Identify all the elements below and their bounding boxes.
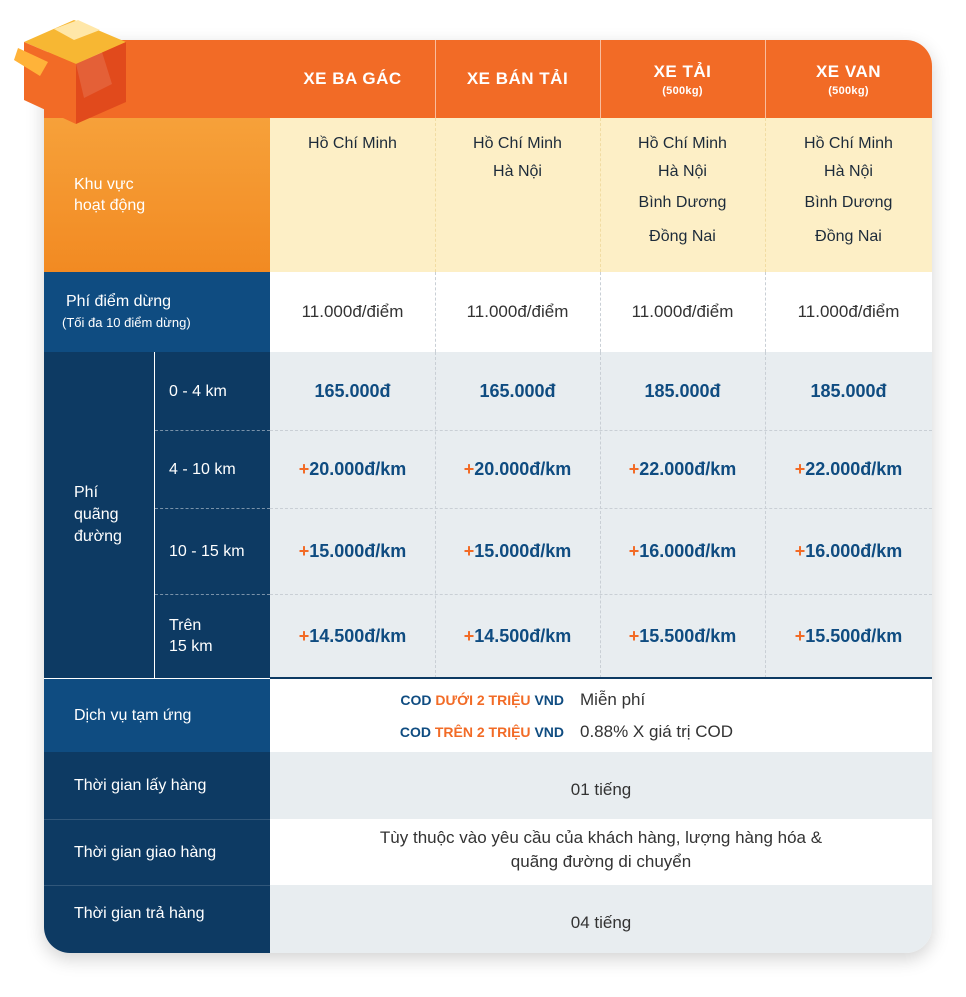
plus-sign: + xyxy=(628,458,640,479)
price-value: 185.000đ xyxy=(810,380,887,401)
pricing-table xyxy=(44,40,932,953)
delivery-label-cell xyxy=(44,819,270,885)
header-title: XE VAN xyxy=(815,61,882,81)
area-city: Bình Dương xyxy=(638,194,727,211)
area-label-cell xyxy=(44,118,270,272)
price-value: 165.000đ xyxy=(314,380,391,401)
price-cell xyxy=(435,430,600,508)
range-label: Trên xyxy=(169,617,202,634)
area-city: Bình Dương xyxy=(804,194,893,211)
plus-sign: + xyxy=(794,625,806,646)
cod-label-cell xyxy=(44,679,270,752)
range-label: 4 - 10 km xyxy=(169,460,236,478)
range-label-cell xyxy=(155,352,270,430)
distance-fee-label-line1: Phí xyxy=(74,484,99,501)
cod-highlight: TRÊN 2 TRIỆU xyxy=(434,724,531,740)
price-amount: 16.000đ/km xyxy=(805,540,903,561)
area-cell-4 xyxy=(765,118,932,272)
pickup-value: 01 tiếng xyxy=(570,779,632,799)
cod-value: 0.88% X giá trị COD xyxy=(580,722,734,741)
stop-fee-label: Phí điểm dừng xyxy=(66,293,171,310)
area-label-line2: hoạt động xyxy=(74,197,146,214)
pickup-label-cell xyxy=(44,752,270,819)
stop-fee-cell xyxy=(270,272,435,352)
stop-fee-label-cell xyxy=(44,272,270,352)
return-value-cell xyxy=(270,885,932,953)
cod-highlight: DƯỚI 2 TRIỆU xyxy=(435,692,531,708)
cod-suffix: VND xyxy=(534,724,564,740)
range-label: 15 km xyxy=(169,638,213,655)
plus-sign: + xyxy=(794,540,806,561)
distance-fee-label-cell xyxy=(44,352,154,678)
price-amount: 22.000đ/km xyxy=(805,458,903,479)
return-label: Thời gian trả hàng xyxy=(74,905,205,922)
distance-fee-label-line3: đường xyxy=(74,528,122,545)
delivery-value-line1: Tùy thuộc vào yêu cầu của khách hàng, lượng hàng hóa & xyxy=(379,828,823,847)
header-title: XE TẢI xyxy=(653,61,712,81)
header-title: XE BA GÁC xyxy=(303,69,402,88)
price-cell xyxy=(435,352,600,430)
price-cell xyxy=(435,508,600,594)
price-cell xyxy=(600,430,765,508)
header-xe-ba-gac xyxy=(270,40,435,118)
area-city: Hồ Chí Minh xyxy=(473,135,562,152)
stop-fee-value: 11.000đ/điểm xyxy=(301,302,404,321)
range-label: 0 - 4 km xyxy=(169,382,227,400)
area-cell-2 xyxy=(435,118,600,272)
header-xe-tai xyxy=(600,40,765,118)
cod-line-under xyxy=(270,687,645,713)
area-cell-1 xyxy=(270,118,435,272)
price-cell xyxy=(270,508,435,594)
pickup-label: Thời gian lấy hàng xyxy=(74,777,207,794)
plus-sign: + xyxy=(794,458,806,479)
price-value xyxy=(629,626,737,647)
price-amount: 15.000đ/km xyxy=(309,540,407,561)
delivery-value-line2: quãng đường di chuyển xyxy=(510,852,692,871)
price-amount: 14.500đ/km xyxy=(309,625,407,646)
stop-fee-cell xyxy=(765,272,932,352)
cod-prefix: COD xyxy=(400,692,432,708)
price-value xyxy=(299,626,407,647)
area-city: Hà Nội xyxy=(824,163,873,180)
price-value xyxy=(299,459,407,480)
price-amount: 20.000đ/km xyxy=(474,458,572,479)
price-value xyxy=(464,626,572,647)
price-amount: 16.000đ/km xyxy=(639,540,737,561)
price-cell xyxy=(765,508,932,594)
price-value xyxy=(795,459,903,480)
header-xe-van xyxy=(765,40,932,118)
cod-cell xyxy=(270,679,932,752)
price-amount: 15.500đ/km xyxy=(805,625,903,646)
price-value: 185.000đ xyxy=(644,380,721,401)
price-amount: 15.000đ/km xyxy=(474,540,572,561)
cod-line-over xyxy=(270,719,733,745)
cod-value: Miễn phí xyxy=(580,690,646,709)
price-value xyxy=(629,541,737,562)
stop-fee-cell xyxy=(435,272,600,352)
area-city: Hồ Chí Minh xyxy=(804,135,893,152)
return-label-cell xyxy=(44,885,270,953)
stop-fee-note: (Tối đa 10 điểm dừng) xyxy=(62,315,191,330)
price-amount: 15.500đ/km xyxy=(639,625,737,646)
area-city: Hồ Chí Minh xyxy=(638,135,727,152)
plus-sign: + xyxy=(298,625,310,646)
area-label-line1: Khu vực xyxy=(74,176,134,193)
price-value xyxy=(795,626,903,647)
price-value xyxy=(299,541,407,562)
header-xe-ban-tai xyxy=(435,40,600,118)
price-cell xyxy=(270,430,435,508)
stop-fee-cell xyxy=(600,272,765,352)
package-box-icon xyxy=(14,12,144,132)
range-label-cell xyxy=(155,594,270,678)
plus-sign: + xyxy=(628,540,640,561)
header-title: XE BÁN TẢI xyxy=(466,69,569,88)
price-value xyxy=(629,459,737,480)
plus-sign: + xyxy=(463,625,475,646)
area-cell-3 xyxy=(600,118,765,272)
cod-prefix: COD xyxy=(399,724,431,740)
plus-sign: + xyxy=(463,540,475,561)
price-value xyxy=(464,459,572,480)
area-city: Đồng Nai xyxy=(649,228,716,245)
price-cell xyxy=(270,352,435,430)
area-city: Hà Nội xyxy=(658,163,707,180)
plus-sign: + xyxy=(298,540,310,561)
price-cell xyxy=(765,430,932,508)
header-subtitle: (500kg) xyxy=(828,84,869,97)
distance-fee-label-line2: quãng xyxy=(74,506,119,523)
delivery-value-cell xyxy=(270,819,932,885)
area-city: Hà Nội xyxy=(493,163,542,180)
range-label-cell xyxy=(155,430,270,508)
range-label-cell xyxy=(155,508,270,594)
header-subtitle: (500kg) xyxy=(662,84,703,97)
price-cell xyxy=(270,594,435,678)
return-value: 04 tiếng xyxy=(570,913,632,932)
price-cell xyxy=(765,352,932,430)
stop-fee-value: 11.000đ/điểm xyxy=(466,302,569,321)
price-amount: 22.000đ/km xyxy=(639,458,737,479)
price-cell xyxy=(600,508,765,594)
delivery-label: Thời gian giao hàng xyxy=(74,844,217,861)
price-cell xyxy=(765,594,932,678)
cod-condition xyxy=(270,692,580,708)
pickup-value-cell xyxy=(270,752,932,819)
area-city: Hồ Chí Minh xyxy=(308,135,397,152)
range-label: 10 - 15 km xyxy=(169,542,245,560)
plus-sign: + xyxy=(298,458,310,479)
cod-condition xyxy=(270,724,580,740)
price-amount: 14.500đ/km xyxy=(474,625,572,646)
price-cell xyxy=(600,594,765,678)
stop-fee-value: 11.000đ/điểm xyxy=(631,302,734,321)
cod-suffix: VND xyxy=(534,692,564,708)
price-value xyxy=(464,541,572,562)
area-city: Đồng Nai xyxy=(815,228,882,245)
price-amount: 20.000đ/km xyxy=(309,458,407,479)
plus-sign: + xyxy=(463,458,475,479)
price-cell xyxy=(600,352,765,430)
price-value: 165.000đ xyxy=(479,380,556,401)
stop-fee-value: 11.000đ/điểm xyxy=(797,302,900,321)
cod-label: Dịch vụ tạm ứng xyxy=(74,707,192,724)
price-value xyxy=(795,541,903,562)
price-cell xyxy=(435,594,600,678)
plus-sign: + xyxy=(628,625,640,646)
